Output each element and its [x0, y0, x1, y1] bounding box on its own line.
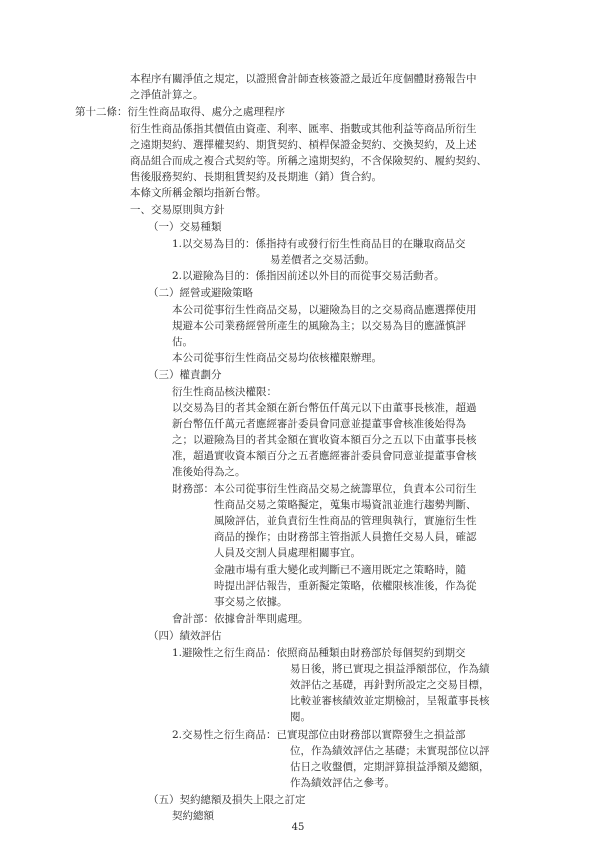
paragraph-line: 財務部：本公司從事衍生性商品交易之統籌單位，負責本公司衍生 [172, 483, 477, 495]
paragraph-line: 2.交易性之衍生商品：已實現部位由財務部以實際發生之損益部 [172, 729, 466, 741]
paragraph-line: 新台幣伍仟萬元者應經審計委員會同意並提董事會核准後始得為 [172, 418, 466, 430]
paragraph-line: 規避本公司業務經營所產生的風險為主；以交易為目的應謹慎評 [172, 320, 466, 332]
article-heading: 第十二條：衍生性商品取得、處分之處理程序 [75, 106, 285, 118]
paragraph-line: 易差價者之交易活動。 [270, 254, 375, 266]
paragraph-line: 本公司從事衍生性商品交易，以避險為目的之交易商品應選擇使用 [172, 304, 477, 316]
paragraph-line: 以交易為目的者其金額在新台幣伍仟萬元以下由董事長核准，超過 [172, 402, 477, 414]
paragraph-line: 估。 [172, 336, 193, 348]
paragraph-line: 閱。 [290, 711, 311, 723]
paragraph-line: 本條文所稱金額均指新台幣。 [130, 187, 267, 199]
paragraph-line: 本程序有關淨值之規定，以證照會計師查核簽證之最近年度個體財務報告中 [130, 73, 477, 85]
page-number: 45 [291, 822, 305, 833]
paragraph-line: 商品組合而成之複合式契約等。所稱之遠期契約，不含保險契約、履約契約、 [130, 155, 487, 167]
paragraph-line: 1.以交易為目的：係指持有或發行衍生性商品目的在賺取商品交 [172, 238, 466, 250]
paragraph-line: 作為績效評估之參考。 [290, 777, 395, 789]
paragraph-line: 之淨值計算之。 [130, 89, 204, 101]
subsection-heading: （三）權責劃分 [148, 369, 222, 381]
paragraph-line: 金融市場有重大變化或判斷已不適用既定之策略時，隨 [214, 564, 466, 576]
paragraph-line: 人員及交割人員處理相關事宜。 [214, 547, 361, 559]
subsection-heading: （一）交易種類 [148, 221, 222, 233]
paragraph-line: 准後始得為之。 [172, 466, 246, 478]
paragraph-line: 估日之收盤價，定期評算損益淨額及總額， [290, 761, 490, 773]
paragraph-line: 易日後，將已實現之損益淨額部位，作為績 [290, 663, 490, 675]
paragraph-line: 會計部：依據會計準則處理。 [172, 613, 309, 625]
paragraph-line: 本公司從事衍生性商品交易均依核權限辦理。 [172, 352, 382, 364]
section-heading: 一、交易原則與方針 [130, 204, 225, 216]
paragraph-line: 事交易之依據。 [214, 596, 288, 608]
subsection-heading: （四）績效評估 [148, 630, 222, 642]
paragraph-line: 比較並審核績效並定期檢討，呈報董事長核 [290, 695, 490, 707]
paragraph-line: 售後服務契約、長期租賃契約及長期進（銷）貨合約。 [130, 171, 382, 183]
paragraph-line: 衍生性商品係指其價值由資產、利率、匯率、指數或其他利益等商品所衍生 [130, 123, 477, 135]
paragraph-line: 時提出評估報告，重新擬定策略，依權限核准後，作為從 [214, 580, 477, 592]
paragraph-line: 1.避險性之衍生商品：依照商品種類由財務部於每個契約到期交 [172, 647, 466, 659]
subsection-heading: （二）經營或避險策略 [148, 287, 253, 299]
paragraph-line: 2.以避險為目的：係指因前述以外目的而從事交易活動者。 [172, 270, 445, 282]
paragraph-line: 風險評估，並負責衍生性商品的管理與執行，實施衍生性 [214, 515, 477, 527]
paragraph-line: 准，超過實收資本額百分之五者應經審計委員會同意並提董事會核 [172, 450, 477, 462]
paragraph-line: 契約總額 [172, 810, 214, 822]
paragraph-line: 商品的操作；由財務部主管指派人員擔任交易人員，確認 [214, 531, 477, 543]
paragraph-line: 衍生性商品核決權限： [172, 386, 277, 398]
paragraph-line: 性商品交易之策略擬定，蒐集市場資訊並進行趨勢判斷、 [214, 499, 477, 511]
subsection-heading: （五）契約總額及損失上限之訂定 [148, 794, 306, 806]
paragraph-line: 之；以避險為目的者其金額在實收資本額百分之五以下由董事長核 [172, 434, 477, 446]
paragraph-line: 位，作為績效評估之基礎；未實現部位以評 [290, 745, 490, 757]
paragraph-line: 之遠期契約、選擇權契約、期貨契約、槓桿保證金契約、交換契約，及上述 [130, 139, 477, 151]
paragraph-line: 效評估之基礎，再針對所設定之交易目標， [290, 679, 490, 691]
